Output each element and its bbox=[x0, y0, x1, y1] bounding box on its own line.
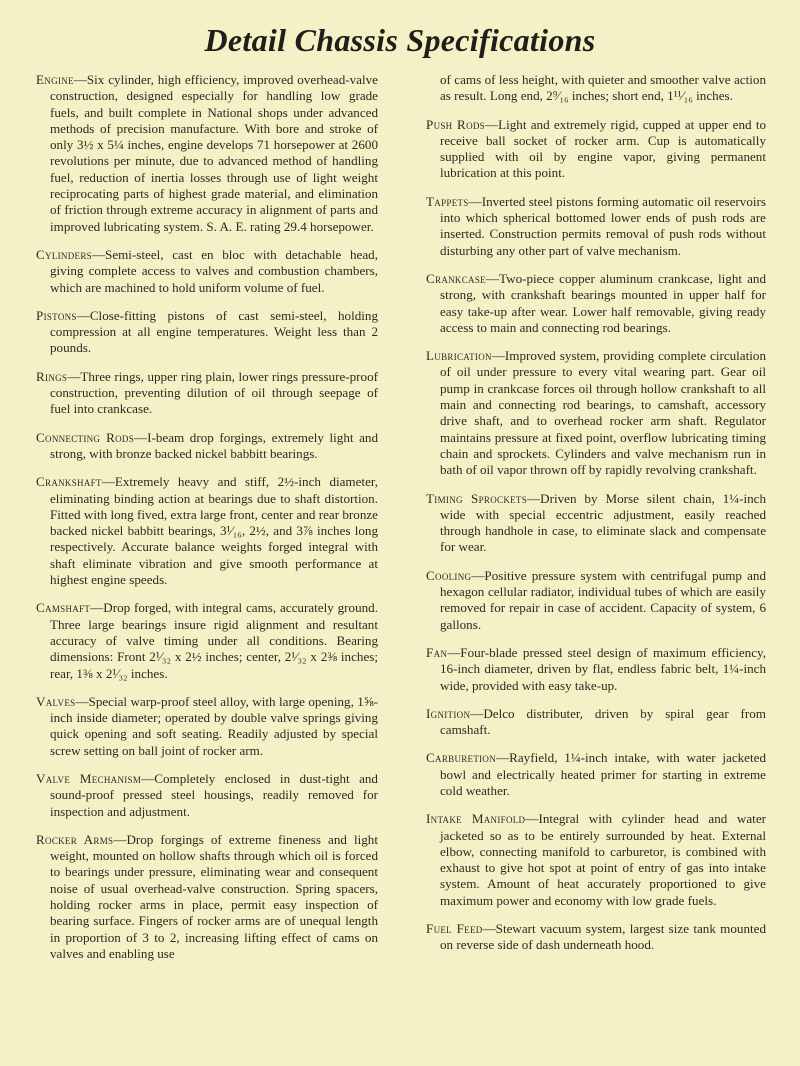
spec-text: Driven by Morse silent chain, 1¼-inch wide with special eccentric adjustment, easily reached through handhole in case, to eliminate slack and compensate for wear. bbox=[440, 490, 766, 555]
spec-heading: Carburetion bbox=[426, 750, 497, 766]
spec-heading: Timing Sprockets bbox=[426, 490, 528, 506]
spec-text: Integral with cylinder head and water jacketed so as to be entirely surrounded by heat. External elbow, connecting manifold to carburetor, is combined with exhaust to give hot spot at point of entry of gas into intake system. Amount of heat accurately proportioned to give maximum power and economy with low grade fuels. bbox=[440, 811, 766, 908]
spec-text: Completely enclosed in dust-tight and sound-proof pressed steel housings, readily removed for inspection and adjustment. bbox=[50, 770, 378, 819]
spec-heading: Cooling bbox=[426, 567, 472, 583]
spec-heading: Camshaft bbox=[36, 600, 91, 616]
spec-text: Inverted steel pistons forming automatic oil reservoirs into which spherical bottomed lower ends of push rods are inserted. Construction permits removal of push rods without disturbing any other part of valve mechanism. bbox=[440, 193, 766, 258]
spec-cooling: Cooling—Positive pressure system with centrifugal pump and hexagon cellular radiator, individual tubes of which are easily removed for repair in case of accident. Capacity of system, 6 gallons. bbox=[426, 567, 766, 632]
left-column bbox=[36, 72, 378, 974]
spec-intake-manifold: Intake Manifold—Integral with cylinder head and water jacketed so as to be entirely surrounded by heat. External elbow, connecting manifold to carburetor, is combined with exhaust to give hot spot at point of entry of gas into intake system. Amount of heat accurately proportioned to give maximum power and economy with low grade fuels. bbox=[426, 811, 766, 908]
spec-heading: Fuel Feed bbox=[426, 921, 483, 937]
spec-carburetion: Carburetion—Rayfield, 1¼-inch intake, with water jacketed bowl and electrically heated primer for starting in extreme cold weather. bbox=[426, 750, 766, 798]
spec-text: Special warp-proof steel alloy, with large opening, 1⅝-inch inside diameter; operated by double valve springs giving quick opening and soft seating. Readily adjusted by special screw setting on ball joint of rocker arm. bbox=[50, 693, 378, 758]
spec-heading: Valves bbox=[36, 693, 76, 709]
spec-heading: Cylinders bbox=[36, 246, 92, 262]
spec-timing-sprockets: Timing Sprockets—Driven by Morse silent chain, 1¼-inch wide with special eccentric adjustment, easily reached through handhole in case, to eliminate slack and compensate for wear. bbox=[426, 490, 766, 555]
page-title: Detail Chassis Specifications bbox=[204, 22, 596, 58]
spec-push-rods: Push Rods—Light and extremely rigid, cupped at upper end to receive ball socket of rocker arm. Cup is automatically supplied with oil by engine vapor, giving permanent lubrication at this point. bbox=[426, 116, 767, 181]
spec-text: Drop forged, with integral cams, accurately ground. Three large bearings insure rigid alignment and resultant accuracy of valve timing under all conditions. Bearing dimensions: Front 2¹⁄₃₂ x 2½ inches; center, 2¹⁄₃₂ x 2⅜ inches; rear, 1⅜ x 2¹⁄₃₂ inches. bbox=[50, 600, 378, 681]
spec-heading: Pistons bbox=[36, 307, 77, 323]
spec-heading: Crankcase bbox=[426, 270, 486, 286]
spec-fuel-feed: Fuel Feed—Stewart vacuum system, largest size tank mounted on reverse side of dash underneath hood. bbox=[426, 921, 767, 953]
spec-text: Close-fitting pistons of cast semi-steel, holding compression at all engine temperatures. Weight less than 2 pounds. bbox=[50, 307, 378, 356]
spec-tappets: Tappets—Inverted steel pistons forming automatic oil reservoirs into which spherical bottomed lower ends of push rods are inserted. Construction permits removal of push rods without disturbing any other part of valve mechanism. bbox=[426, 193, 766, 258]
spec-heading: Engine bbox=[36, 72, 74, 87]
spec-heading: Valve Mechanism bbox=[36, 770, 142, 786]
spec-pistons: Pistons—Close-fitting pistons of cast semi-steel, holding compression at all engine temperatures. Weight less than 2 pounds. bbox=[36, 307, 378, 356]
spec-heading: Push Rods bbox=[426, 116, 485, 132]
spec-crankshaft: Crankshaft—Extremely heavy and stiff, 2½-inch diameter, eliminating binding action at bearings due to shaft distortion. Fitted with long fived, extra large front, center and rear bronze backed nickel babbitt bearings, 3¹⁄₁₆, 2½, and 3⅞ inches long respectively. Accurate balance weights forged integral with shaft eliminate vibration and give smooth performance at highest engine speeds. bbox=[36, 474, 378, 588]
spec-heading: Rocker Arms bbox=[36, 831, 114, 847]
spec-heading: Crankshaft bbox=[36, 474, 102, 490]
spec-camshaft: Camshaft—Drop forged, with integral cams, accurately ground. Three large bearings insure rigid alignment and resultant accuracy of valve timing under all conditions. Bearing dimensions: Front 2¹⁄₃₂ x 2½ inches; center, 2¹⁄₃₂ x 2⅜ inches; rear, 1⅜ x 2¹⁄₃₂ inches. bbox=[36, 600, 378, 681]
spec-valve-mechanism: Valve Mechanism—Completely enclosed in dust-tight and sound-proof pressed steel housings, readily removed for inspection and adjustment. bbox=[36, 770, 378, 819]
spec-text: Three rings, upper ring plain, lower rings pressure-proof construction, preventing dilution of oil through seepage of fuel into crankcase. bbox=[50, 368, 378, 417]
spec-lubrication: Lubrication—Improved system, providing complete circulation of oil under pressure to every vital wearing part. Gear oil pump in crankcase forces oil through hollow crankshaft to all main and connecting rod bearings, to camshaft, accessory drive shaft, and to overhead rocker arm shaft. Regulator maintains pressure at fixed point, overflow lubricating timing chain and sprockets. Cylinders and valve mechanism run in bath of oil vapor thrown off by rapidly revolving crankshaft. bbox=[426, 348, 766, 478]
spec-heading: Connecting Rods bbox=[36, 429, 135, 445]
spec-fan: Fan—Four-blade pressed steel design of maximum efficiency, 16-inch diameter, driven by flat, endless fabric belt, 1¼-inch wide, provided with easy take-up. bbox=[426, 644, 766, 693]
spec-ignition: Ignition—Delco distributer, driven by spiral gear from camshaft. bbox=[426, 705, 766, 738]
spec-text: Drop forgings of extreme fineness and light weight, mounted on hollow shafts through which oil is forced to bearings under pressure, eliminating wear and consequent noise of usual overhead-valve construction. Spring spacers, holding rocker arms in place, permit easy inspection of bearing surface. Fingers of rocker arms are of unequal length in proportion of 3 to 2, increasing lifting effect of cams on valves and enabling use bbox=[50, 831, 378, 961]
spec-heading: Intake Manifold bbox=[426, 811, 526, 827]
spec-text: Stewart vacuum system, largest size tank mounted on reverse side of dash underneath hood. bbox=[440, 921, 767, 953]
spec-rocker-arms-continued: of cams of less height, with quieter and smoother valve action as result. Long end, 2⁹⁄₁₆ inches; short end, 1¹¹⁄₁₆ inches. bbox=[440, 72, 766, 104]
spec-heading: Fan bbox=[426, 644, 448, 660]
spec-rings: Rings—Three rings, upper ring plain, lower rings pressure-proof construction, preventing dilution of oil through seepage of fuel into crankcase. bbox=[36, 368, 378, 417]
spec-engine: Engine—Six cylinder, high efficiency, improved overhead-valve construction, designed especially for handling low grade fuels, and built complete in National shops under advanced methods of precision manufacture. With bore and stroke of only 3½ x 5¼ inches, engine develops 71 horsepower at 2600 revolutions per minute, due to advanced method of handling fuel, reduction of inertia losses through use of light weight reciprocating parts of highest grade material, and elimination of friction through extreme accuracy in alignment of parts and improved lubricating system. S. A. E. rating 29.4 horsepower. bbox=[36, 72, 378, 234]
spec-valves: Valves—Special warp-proof steel alloy, with large opening, 1⅝-inch inside diameter; operated by double valve springs giving quick opening and soft seating. Readily adjusted by special screw setting on ball joint of rocker arm. bbox=[36, 693, 378, 758]
spec-text: Light and extremely rigid, cupped at upper end to receive ball socket of rocker arm. Cup is automatically supplied with oil by engine vapor, giving permanent lubrication at this point. bbox=[440, 116, 767, 181]
spec-heading: Ignition bbox=[426, 705, 471, 721]
spec-rocker-arms: Rocker Arms—Drop forgings of extreme fineness and light weight, mounted on hollow shafts through which oil is forced to bearings under pressure, eliminating wear and consequent noise of usual overhead-valve construction. Spring spacers, holding rocker arms in place, permit easy inspection of bearing surface. Fingers of rocker arms are of unequal length in proportion of 3 to 2, increasing lifting effect of cams on valves and enabling use bbox=[36, 831, 378, 961]
spec-text: Delco distributer, driven by spiral gear from camshaft. bbox=[440, 705, 766, 738]
right-column bbox=[426, 72, 766, 966]
spec-heading: Rings bbox=[36, 368, 68, 384]
spec-text: Four-blade pressed steel design of maximum efficiency, 16-inch diameter, driven by flat, endless fabric belt, 1¼-inch wide, provided with easy take-up. bbox=[440, 644, 766, 693]
spec-text: Extremely heavy and stiff, 2½-inch diameter, eliminating binding action at bearings due to shaft distortion. Fitted with long fived, extra large front, center and rear bronze backed nickel babbitt bearings, 3¹⁄₁₆, 2½, and 3⅞ inches long respectively. Accurate balance weights forged integral with shaft eliminate vibration and give smooth performance at highest engine speeds. bbox=[50, 474, 378, 588]
spec-text: Rayfield, 1¼-inch intake, with water jacketed bowl and electrically heated primer for starting in extreme cold weather. bbox=[440, 750, 766, 798]
spec-connecting-rods: Connecting Rods—I-beam drop forgings, extremely light and strong, with bronze backed nickel babbitt bearings. bbox=[36, 429, 378, 461]
spec-text: Six cylinder, high efficiency, improved overhead-valve construction, designed especially for handling low grade fuels, and built complete in National shops under advanced methods of precision manufacture. With bore and stroke of only 3½ x 5¼ inches, engine develops 71 horsepower at 2600 revolutions per minute, due to advanced method of handling fuel, reduction of inertia losses through use of light weight reciprocating parts of highest grade material, and elimination of friction through extreme accuracy in alignment of parts and improved lubricating system. S. A. E. rating 29.4 horsepower. bbox=[50, 72, 378, 234]
spec-text: I-beam drop forgings, extremely light and strong, with bronze backed nickel babbitt bearings. bbox=[50, 429, 378, 461]
spec-text: Improved system, providing complete circulation of oil under pressure to every vital wearing part. Gear oil pump in crankcase forces oil through hollow crankshaft to all main and connecting rod bearings, to camshaft, accessory drive shaft, and to overhead rocker arm shaft. Regulator maintains pressure at fixed point, overflow lubricating timing chain and sprockets. Cylinders and valve mechanism run in bath of oil vapor thrown off by rapidly revolving crankshaft. bbox=[440, 348, 766, 478]
spec-heading: Lubrication bbox=[426, 348, 492, 364]
spec-heading: Tappets bbox=[426, 193, 469, 209]
spec-text: Semi-steel, cast en bloc with detachable head, giving complete access to valves and combustion chambers, which are machined to hold uniform volume of fuel. bbox=[50, 246, 378, 295]
spec-cylinders: Cylinders—Semi-steel, cast en bloc with detachable head, giving complete access to valves and combustion chambers, which are machined to hold uniform volume of fuel. bbox=[36, 246, 378, 295]
spec-crankcase: Crankcase—Two-piece copper aluminum crankcase, light and strong, with crankshaft bearings mounted in upper half for easy take-up after wear. Lower half removable, giving ready access to main and connecting rod bearings. bbox=[426, 270, 766, 335]
spec-text: Positive pressure system with centrifugal pump and hexagon cellular radiator, individual tubes of which are easily removed for repair in case of accident. Capacity of system, 6 gallons. bbox=[440, 567, 766, 632]
spec-text: Two-piece copper aluminum crankcase, light and strong, with crankshaft bearings mounted in upper half for easy take-up after wear. Lower half removable, giving ready access to main and connecting rod bearings. bbox=[440, 270, 766, 335]
